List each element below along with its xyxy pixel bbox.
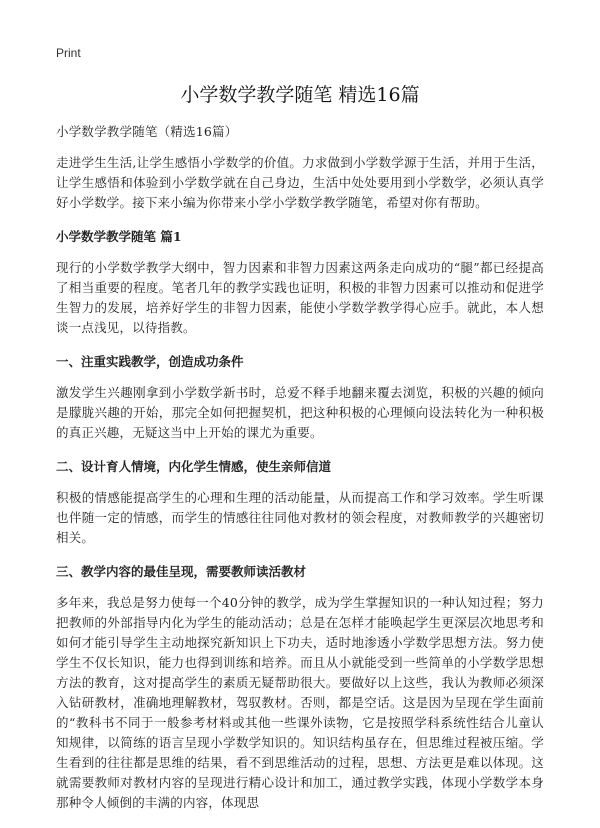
page-title: 小学数学教学随笔 精选16篇 — [180, 84, 420, 106]
article-heading: 小学数学教学随笔 篇1 — [56, 229, 182, 244]
section-body-3: 多年来，我总是努力使每一个40分钟的教学，成为学生掌握知识的一种认知过程；努力把教师的外部指导内化为学生的能动活动；总是在怎样才能唤起学生更深层次地思考和如何才能引导学生主动地探究新知识上下功夫，适时地渗透小学数学思想方法。努力使学生不仅长知识，能力也得到训练和培养。而且从小就能受到一些简单的小学数学思想方法的教育，这对提高学生的素质无疑帮助很大。要做好以上这些，我认为教师必须深入钻研教材，准确地理解教材，驾驭教材。否则，都是空话。这是因为呈现在学生面前的“教科书不同于一般参考材料或其他一些课外读物，它是按照学科系统性结合儿童认知规律，以简练的语言呈现小学数学知识的。知识结构虽存在，但思维过程被压缩。学生看到的往往都是思维的结果，看不到思维活动的过程，思想、方法更是难以体现。这就需要教师对教材内容的呈现进行精心设计和加工，通过教学实践，体现小学数学本身那种令人倾倒的丰满的内容，体现思 — [56, 595, 544, 810]
section-heading-3: 三、教学内容的最佳呈现，需要教师读活教材 — [56, 564, 307, 579]
section-body-2: 积极的情感能提高学生的心理和生理的活动能量，从而提高工作和学习效率。学生听课也伴随一定的情感，而学生的情感往往同他对教材的领会程度，对教师教学的兴趣密切相关。 — [56, 490, 544, 545]
document-content — [56, 122, 544, 827]
print-link[interactable]: Print — [56, 46, 81, 60]
intro-paragraph: 走进学生生活,让学生感悟小学数学的价值。力求做到小学数学源于生活，并用于生活，让学生感悟和体验到小学数学就在自己身边，生活中处处要用到小学数学，必须认真学好小学数学。接下来小编为你带来小学小学数学教学随笔，希望对你有帮助。 — [56, 155, 544, 210]
document-subtitle: 小学数学教学随笔（精选16篇） — [56, 124, 238, 139]
section-heading-2: 二、设计育人情境，内化学生情感，使生亲师信道 — [56, 459, 332, 474]
section-heading-1: 一、注重实践教学，创造成功条件 — [56, 354, 244, 369]
section-body-1: 激发学生兴趣刚拿到小学数学新书时，总爱不释手地翻来覆去浏览，积极的兴趣的倾向是朦胧兴趣的开始，那完全如何把握契机，把这种积极的心理倾向设法转化为一种积极的真正兴趣，无疑这当中上开始的课尤为重要。 — [56, 385, 544, 440]
article-intro-paragraph: 现行的小学数学教学大纲中，智力因素和非智力因素这两条走向成功的“腿”都已经提高了相当重要的程度。笔者几年的教学实践也证明，积极的非智力因素可以推动和促进学生智力的发展，培养好学生的非智力因素，能使小学数学教学得心应手。就此，本人想谈一点浅见，以待指教。 — [56, 260, 544, 335]
